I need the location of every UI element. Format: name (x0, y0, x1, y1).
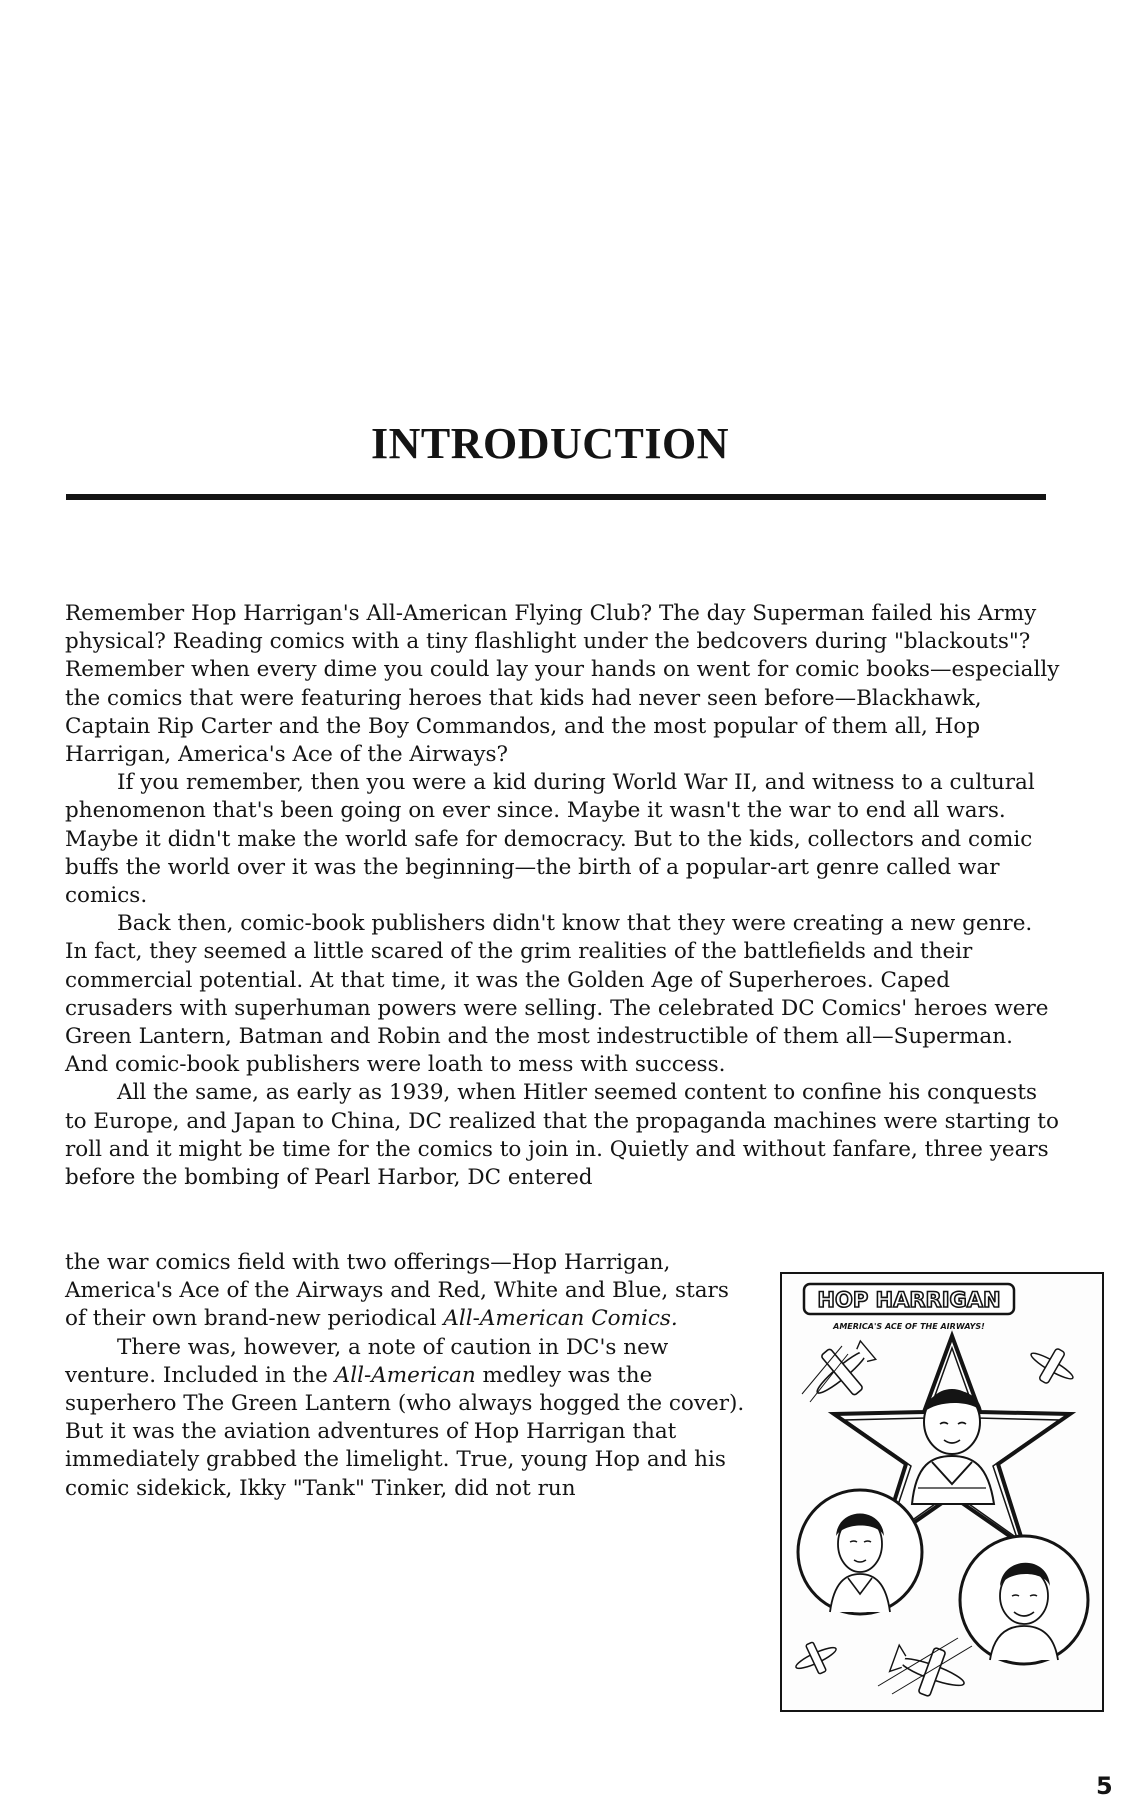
article-body (65, 600, 1060, 1192)
hop-harrigan-illustration (780, 1272, 1104, 1712)
article-body-narrow (65, 1249, 755, 1503)
title-rule (66, 494, 1046, 500)
airplane-top (801, 1330, 885, 1412)
paragraph-3: Back then, comic-book publishers didn't know that they were creating a new genre. In fact, they seemed a little scared of the grim realities of the battlefields and their commercial potential. At that time, it was the Golden Age of Superheroes. Caped crusaders with superhuman powers were selling. The celebrated DC Comics' heroes were Green Lantern, Batman and Robin and the most indestructible of them all—Superman. And comic-book publishers were loath to mess with success. (65, 911, 1049, 1078)
portrait-right (960, 1536, 1088, 1664)
periodical-name-italic: All-American (334, 1362, 476, 1388)
comic-art (782, 1274, 1102, 1710)
page-title: INTRODUCTION (370, 419, 730, 468)
airplane-bottom-center (886, 1636, 972, 1706)
paragraph-4-continued (65, 1249, 755, 1334)
airplane-bottom-left (789, 1634, 842, 1682)
logo-tagline: AMERICA'S ACE OF THE AIRWAYS! (833, 1322, 985, 1331)
paragraph-5-text-b: medley was the superhero The Green Lantern (who always hogged the cover). But it was the aviation adventures of Hop Harrigan that immediately grabbed the limelight. True, young Hop and his comic sidekick, Ikky "Tank" Tinker, did not run (65, 1362, 745, 1501)
airplane-right (1022, 1338, 1082, 1393)
paragraph-5-text-a: There was, however, a note of caution in DC's new venture. Included in the (65, 1334, 669, 1388)
paragraph-4: All the same, as early as 1939, when Hitler seemed content to confine his conquests to Europe, and Japan to China, DC realized that the propaganda machines were starting to roll and it might be time for the comics to join in. Quietly and without fanfare, three years before the bombing of Pearl Harbor, DC entered (65, 1080, 1059, 1191)
paragraph-5 (65, 1334, 755, 1503)
periodical-title: All-American Comics. (443, 1306, 678, 1332)
paragraph-1: Remember Hop Harrigan's All-American Flying Club? The day Superman failed his Army physical? Reading comics with a tiny flashlight under the bedcovers during "blackouts"? Remember when every dime you could lay your hands on went for comic books—especially the comics that were featuring heroes that kids had never seen before—Blackhawk, Captain Rip Carter and the Boy Commandos, and the most popular of them all, Hop Harrigan, America's Ace of the Airways? (65, 601, 1060, 768)
paragraph-4-cont-text: the war comics field with two offerings—Hop Harrigan, America's Ace of the Airways and Red, White and Blue, stars of their own brand-new periodical (65, 1250, 729, 1332)
page-number: 5 (1096, 1772, 1113, 1800)
paragraph-2: If you remember, then you were a kid during World War II, and witness to a cultural phenomenon that's been going on ever since. Maybe it wasn't the war to end all wars. Maybe it didn't make the world safe for democracy. But to the kids, collectors and comic buffs the world over it was the beginning—the birth of a popular-art genre called war comics. (65, 770, 1035, 909)
portrait-left (798, 1490, 922, 1614)
logo-text: HOP HARRIGAN (817, 1288, 1001, 1312)
